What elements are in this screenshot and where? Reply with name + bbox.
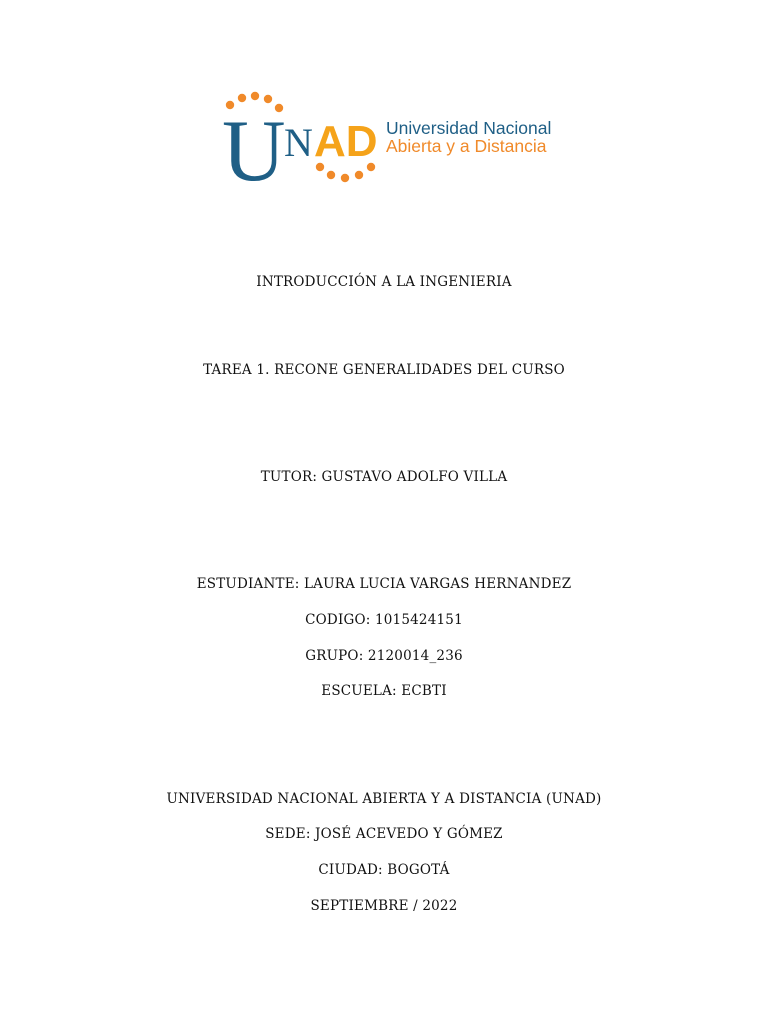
logo-letter-n: N xyxy=(284,120,313,165)
student-line: ESTUDIANTE: LAURA LUCIA VARGAS HERNANDEZ xyxy=(196,576,572,592)
logo-letters-ad: AD xyxy=(314,117,378,166)
group-line: GRUPO: 2120014_236 xyxy=(305,648,463,664)
course-title: INTRODUCCIÓN A LA INGENIERIA xyxy=(256,274,512,290)
logo-letter-u: U xyxy=(222,103,286,188)
unad-logo xyxy=(218,88,558,188)
logo-tagline-line-1: Universidad Nacional xyxy=(386,118,552,138)
school-line: ESCUELA: ECBTI xyxy=(321,683,447,699)
code-line: CODIGO: 1015424151 xyxy=(305,612,463,628)
date-line: SEPTIEMBRE / 2022 xyxy=(310,898,458,914)
tutor-line: TUTOR: GUSTAVO ADOLFO VILLA xyxy=(260,469,508,485)
campus-line: SEDE: JOSÉ ACEVEDO Y GÓMEZ xyxy=(265,826,503,842)
unad-logo-graphic xyxy=(218,88,558,188)
task-title: TAREA 1. RECONE GENERALIDADES DEL CURSO xyxy=(203,362,565,378)
logo-tagline-line-2: Abierta y a Distancia xyxy=(386,136,547,156)
city-line: CIUDAD: BOGOTÁ xyxy=(318,862,450,878)
university-line: UNIVERSIDAD NACIONAL ABIERTA Y A DISTANCIA (UNAD) xyxy=(166,791,602,807)
